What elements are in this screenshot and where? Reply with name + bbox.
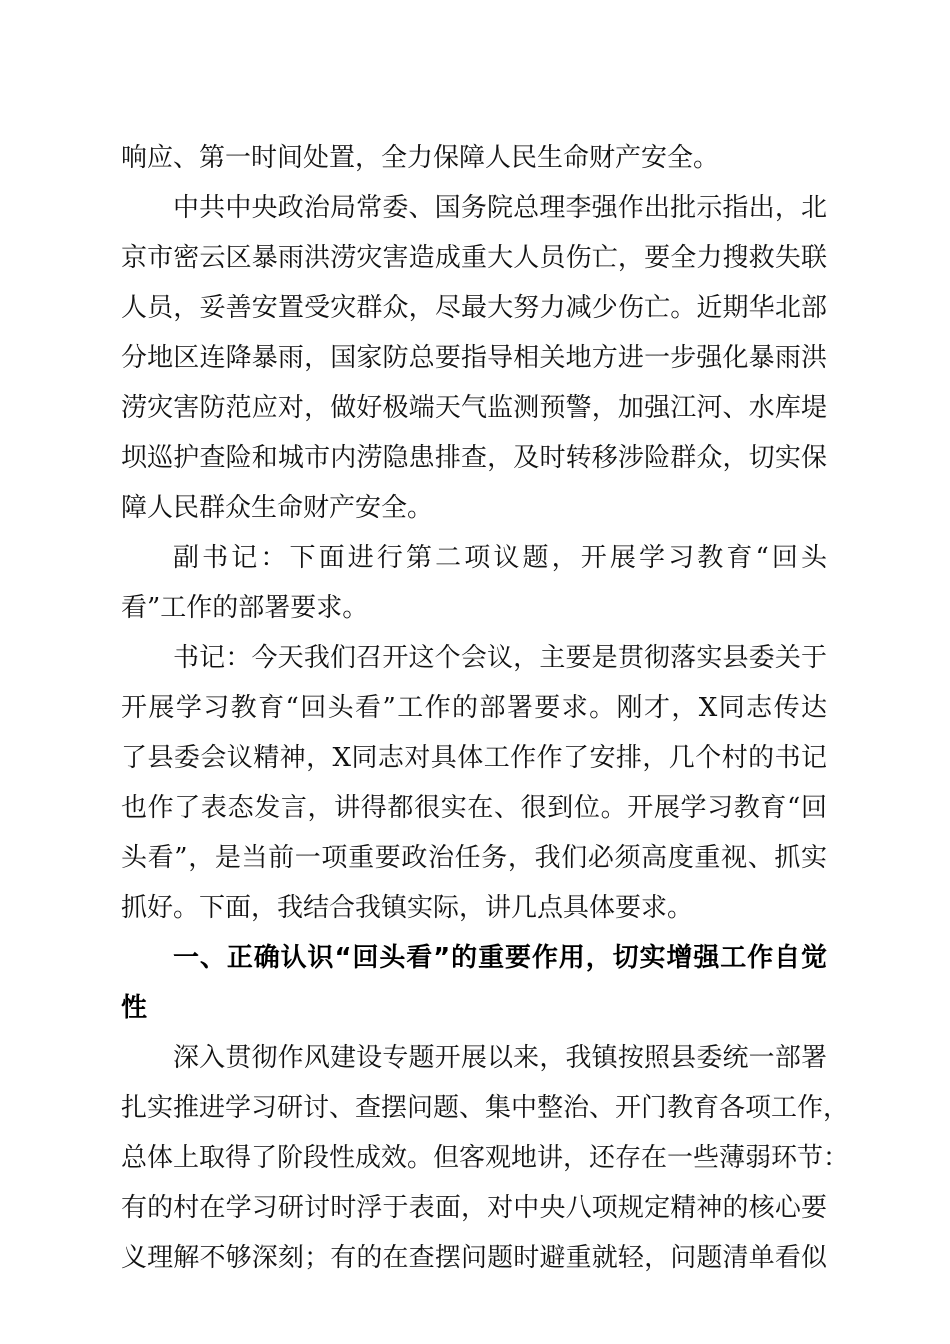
paragraph-line: 分地区连降暴雨，国家防总要指导相关地方进一步强化暴雨洪 bbox=[121, 343, 827, 373]
paragraph-line: 了县委会议精神，X同志对具体工作作了安排，几个村的书记 bbox=[121, 743, 827, 773]
paragraph-first-line: 副书记：下面进行第二项议题，开展学习教育“回头 bbox=[173, 543, 827, 573]
paragraph-line: 涝灾害防范应对，做好极端天气监测预警，加强江河、水库堤 bbox=[121, 393, 827, 423]
paragraph-last-line: 抓好。下面，我结合我镇实际，讲几点具体要求。 bbox=[121, 893, 694, 923]
paragraph-line: 总体上取得了阶段性成效。但客观地讲，还存在一些薄弱环节： bbox=[121, 1143, 850, 1173]
paragraph-line: 坝巡护查险和城市内涝隐患排查，及时转移涉险群众，切实保 bbox=[121, 443, 827, 473]
paragraph-line: 也作了表态发言，讲得都很实在、很到位。开展学习教育“回 bbox=[121, 793, 827, 823]
section-heading: 一、正确认识“回头看”的重要作用，切实增强工作自觉 bbox=[173, 943, 827, 973]
paragraph-line: 头看”，是当前一项重要政治任务，我们必须高度重视、抓实 bbox=[121, 843, 827, 873]
paragraph-line: 义理解不够深刻；有的在查摆问题时避重就轻，问题清单看似 bbox=[121, 1243, 827, 1273]
paragraph-first-line: 书记：今天我们召开这个会议，主要是贯彻落实县委关于 bbox=[173, 643, 827, 673]
paragraph-continuation-line: 响应、第一时间处置，全力保障人民生命财产安全。 bbox=[121, 143, 720, 173]
paragraph-last-line: 障人民群众生命财产安全。 bbox=[121, 493, 434, 523]
paragraph-line: 人员，妥善安置受灾群众，尽最大努力减少伤亡。近期华北部 bbox=[121, 293, 827, 323]
paragraph-line: 开展学习教育“回头看”工作的部署要求。刚才，X同志传达 bbox=[121, 693, 827, 723]
paragraph-line: 京市密云区暴雨洪涝灾害造成重大人员伤亡，要全力搜救失联 bbox=[121, 243, 827, 273]
paragraph-last-line: 看”工作的部署要求。 bbox=[121, 593, 369, 623]
paragraph-first-line: 深入贯彻作风建设专题开展以来，我镇按照县委统一部署 bbox=[173, 1043, 827, 1073]
paragraph-line: 扎实推进学习研讨、查摆问题、集中整治、开门教育各项工作， bbox=[121, 1093, 850, 1123]
section-heading-continuation: 性 bbox=[121, 993, 148, 1023]
paragraph-line: 有的村在学习研讨时浮于表面，对中央八项规定精神的核心要 bbox=[121, 1193, 827, 1223]
paragraph-first-line: 中共中央政治局常委、国务院总理李强作出批示指出，北 bbox=[173, 193, 827, 223]
